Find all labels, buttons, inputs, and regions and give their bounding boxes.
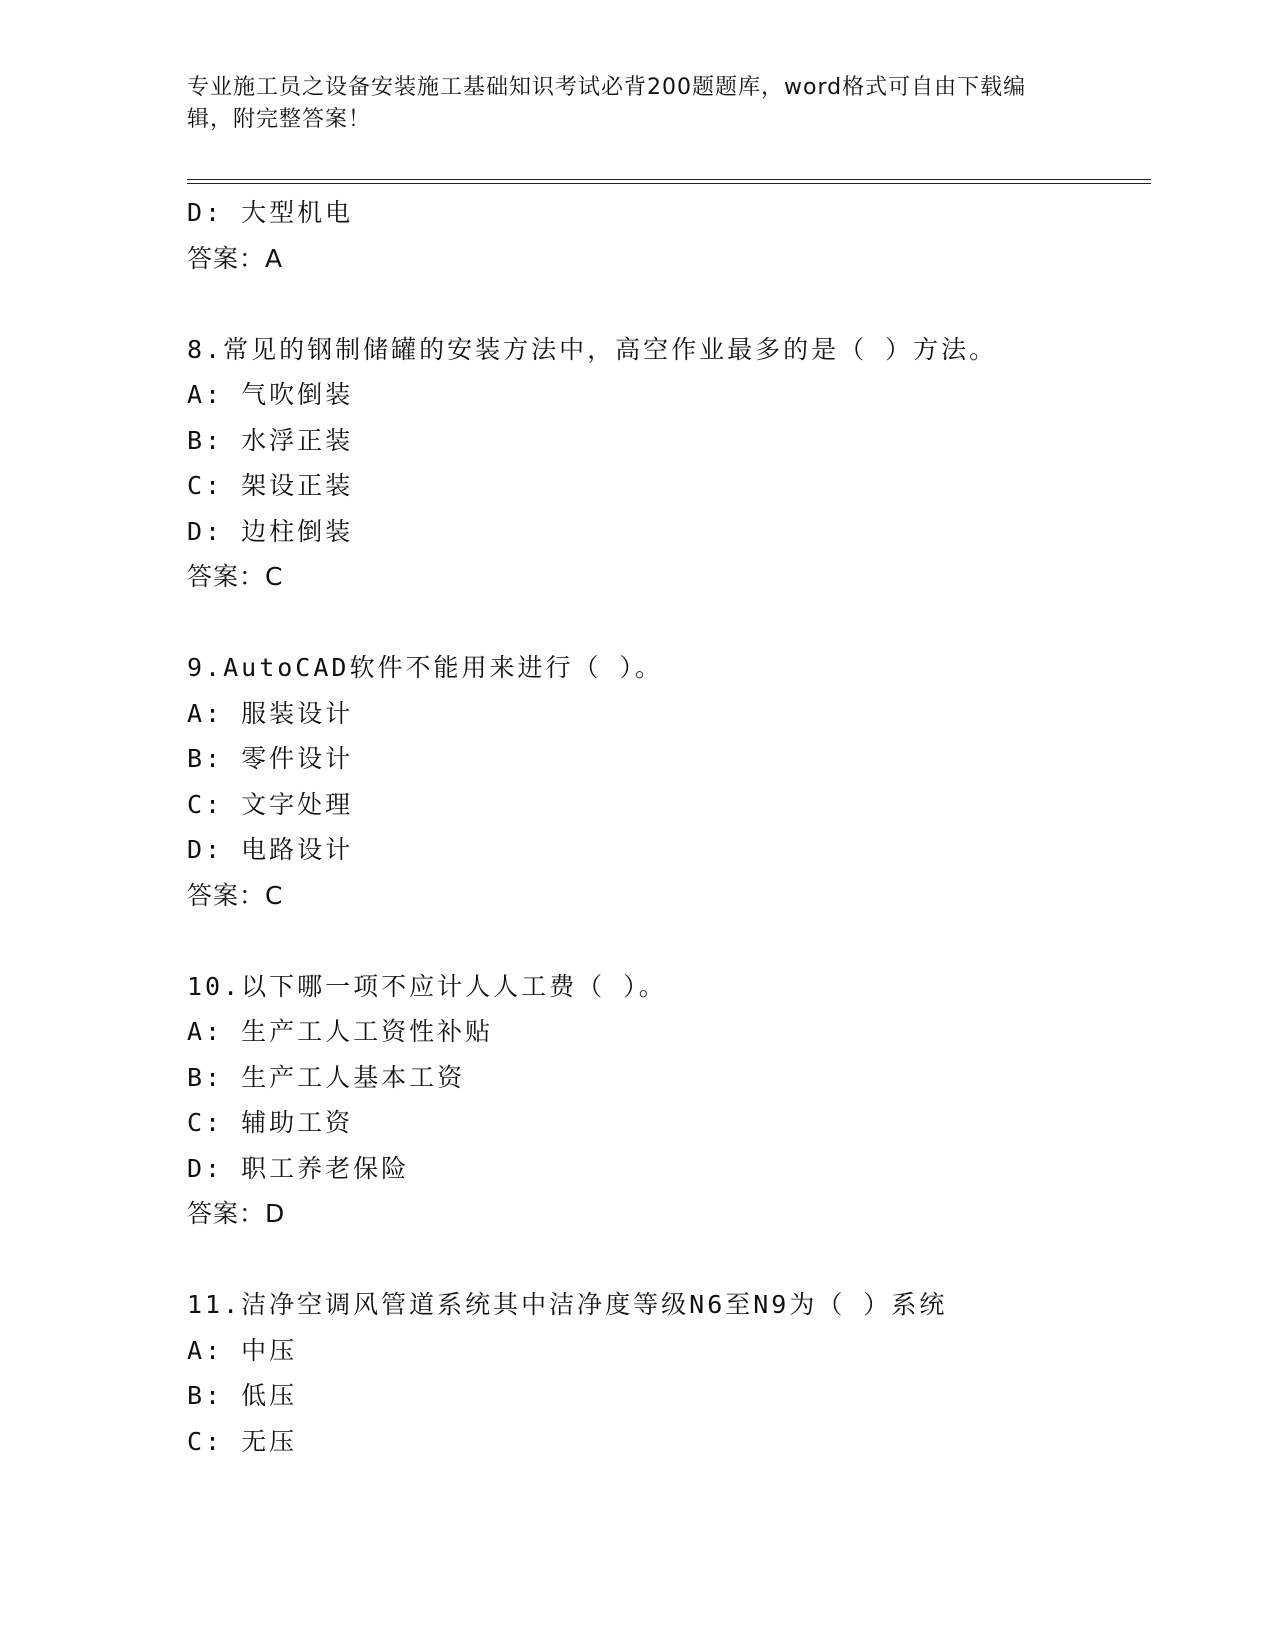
answer-line: 答案：A xyxy=(187,243,284,273)
option-line: A: 生产工人工资性补贴 xyxy=(187,1017,494,1046)
question-text: 11.洁净空调风管道系统其中洁净度等级N6至N9为（ ）系统 xyxy=(187,1290,948,1319)
question-list xyxy=(187,190,1137,1464)
answer-line: 答案：C xyxy=(187,562,284,591)
answer-line: 答案：C xyxy=(187,880,284,910)
option-line: D: 大型机电 xyxy=(187,198,354,227)
header-divider-bottom xyxy=(187,183,1151,184)
document-header: 专业施工员之设备安装施工基础知识考试必背200题题库，word格式可自由下载编辑，附完整答案！ xyxy=(187,75,1027,132)
option-line: A: 气吹倒装 xyxy=(187,380,354,409)
option-line: C: 辅助工资 xyxy=(187,1108,354,1137)
option-line: C: 无压 xyxy=(187,1426,298,1456)
header-divider-top xyxy=(187,179,1151,180)
option-line: D: 边柱倒装 xyxy=(187,516,354,546)
option-line: A: 中压 xyxy=(187,1335,298,1365)
question-text: 10.以下哪一项不应计人人工费（ ）。 xyxy=(187,971,667,1001)
question-text: 9.AutoCAD软件不能用来进行（ ）。 xyxy=(187,653,664,682)
option-line: A: 服装设计 xyxy=(187,698,354,728)
option-line: B: 零件设计 xyxy=(187,744,354,773)
option-line: B: 低压 xyxy=(187,1381,298,1410)
option-line: B: 水浮正装 xyxy=(187,425,354,455)
option-line: D: 电路设计 xyxy=(187,835,354,864)
question-text: 8.常见的钢制储罐的安装方法中，高空作业最多的是（ ）方法。 xyxy=(187,334,998,364)
option-line: C: 架设正装 xyxy=(187,471,354,500)
option-line: D: 职工养老保险 xyxy=(187,1153,410,1183)
answer-line: 答案：D xyxy=(187,1199,286,1228)
option-line: B: 生产工人基本工资 xyxy=(187,1062,466,1092)
option-line: C: 文字处理 xyxy=(187,789,354,819)
